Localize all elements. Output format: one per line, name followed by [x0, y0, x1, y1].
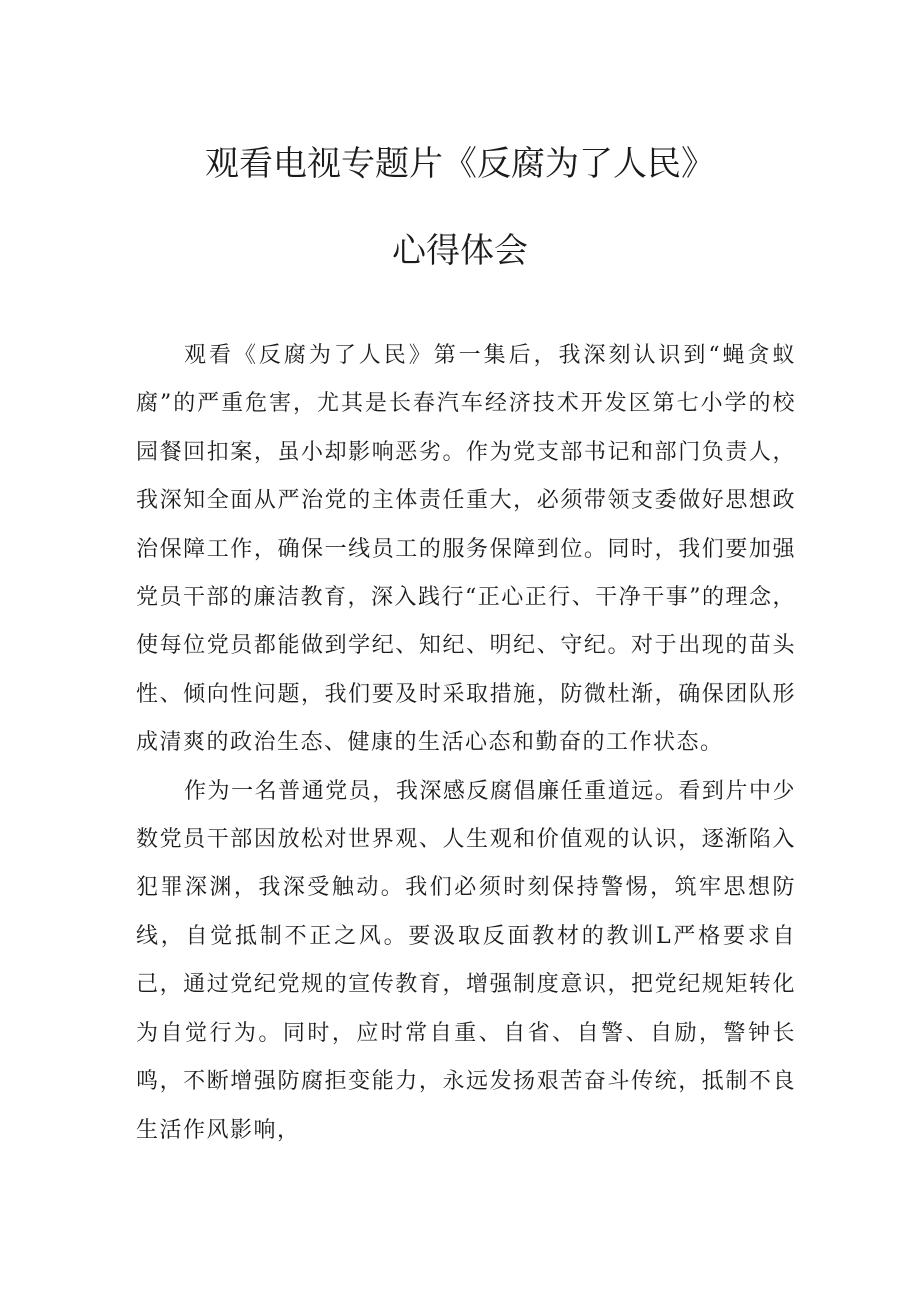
document-title-line-2: 心得体会: [392, 231, 528, 271]
document-body: [136, 332, 796, 1155]
document-title-line-1: 观看电视专题片《反腐为了人民》: [205, 144, 715, 184]
body-paragraph-2: 作为一名普通党员，我深感反腐倡廉任重道远。看到片中少数党员干部因放松对世界观、人生观和价值观的认识，逐渐陷入犯罪深渊，我深受触动。我们必须时刻保持警惕，筑牢思想防线，自觉抵制不正之风。要汲取反面教材的教训L严格要求自己，通过党纪党规的宣传教育，增强制度意识，把党纪规矩转化为自觉行为。同时，应时常自重、自省、自警、自励，警钟长鸣，不断增强防腐拒变能力，永远发扬艰苦奋斗传统，抵制不良生活作风影响，: [136, 778, 796, 1143]
body-paragraph-1: 观看《反腐为了人民》第一集后，我深刻认识到“蝇贪蚁腐”的严重危害，尤其是长春汽车经济技术开发区第七小学的校园餐回扣案，虽小却影响恶劣。作为党支部书记和部门负责人，我深知全面从严治党的主体责任重大，必须带领支委做好思想政治保障工作，确保一线员工的服务保障到位。同时，我们要加强党员干部的廉洁教育，深入践行“正心正行、干净干事”的理念，使每位党员都能做到学纪、知纪、明纪、守纪。对于出现的苗头性、倾向性问题，我们要及时采取措施，防微杜渐，确保团队形成清爽的政治生态、健康的生活心态和勤奋的工作状态。: [136, 343, 796, 756]
